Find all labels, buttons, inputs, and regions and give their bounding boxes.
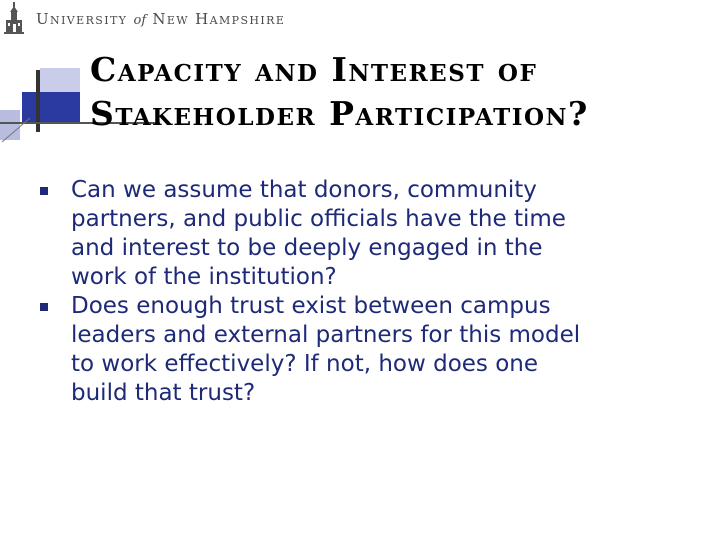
- bullet-line: build that trust?: [71, 380, 256, 406]
- logo-word-new-hampshire: New Hampshire: [152, 10, 286, 28]
- deco-pale-block: [40, 68, 80, 92]
- bullet-line: work of the institution?: [71, 264, 337, 290]
- bullet-list: [40, 176, 680, 408]
- list-item: [40, 176, 680, 292]
- bullet-line: Can we assume that donors, community: [71, 177, 537, 203]
- bullet-text: [71, 176, 680, 292]
- square-bullet-icon: [40, 303, 48, 311]
- bullet-line: to work effectively? If not, how does one: [71, 351, 539, 377]
- deco-blue-block: [22, 92, 80, 122]
- bullet-text: [71, 292, 680, 408]
- bullet-line: leaders and external partners for this model: [71, 322, 581, 348]
- title-line-1: Capacity and Interest of: [90, 50, 538, 89]
- university-logo-text: [36, 10, 285, 28]
- building-tower-icon: [4, 2, 26, 34]
- bullet-line: and interest to be deeply engaged in the: [71, 235, 543, 261]
- logo-word-university: University: [36, 10, 128, 28]
- slide-title: [90, 48, 720, 136]
- bullet-line: partners, and public officials have the time: [71, 206, 566, 232]
- square-bullet-icon: [40, 187, 48, 195]
- bullet-line: Does enough trust exist between campus: [71, 293, 551, 319]
- title-line-2: Stakeholder Participation?: [90, 94, 589, 133]
- logo-word-of: of: [133, 13, 147, 28]
- list-item: [40, 292, 680, 408]
- slide-header: [0, 0, 720, 40]
